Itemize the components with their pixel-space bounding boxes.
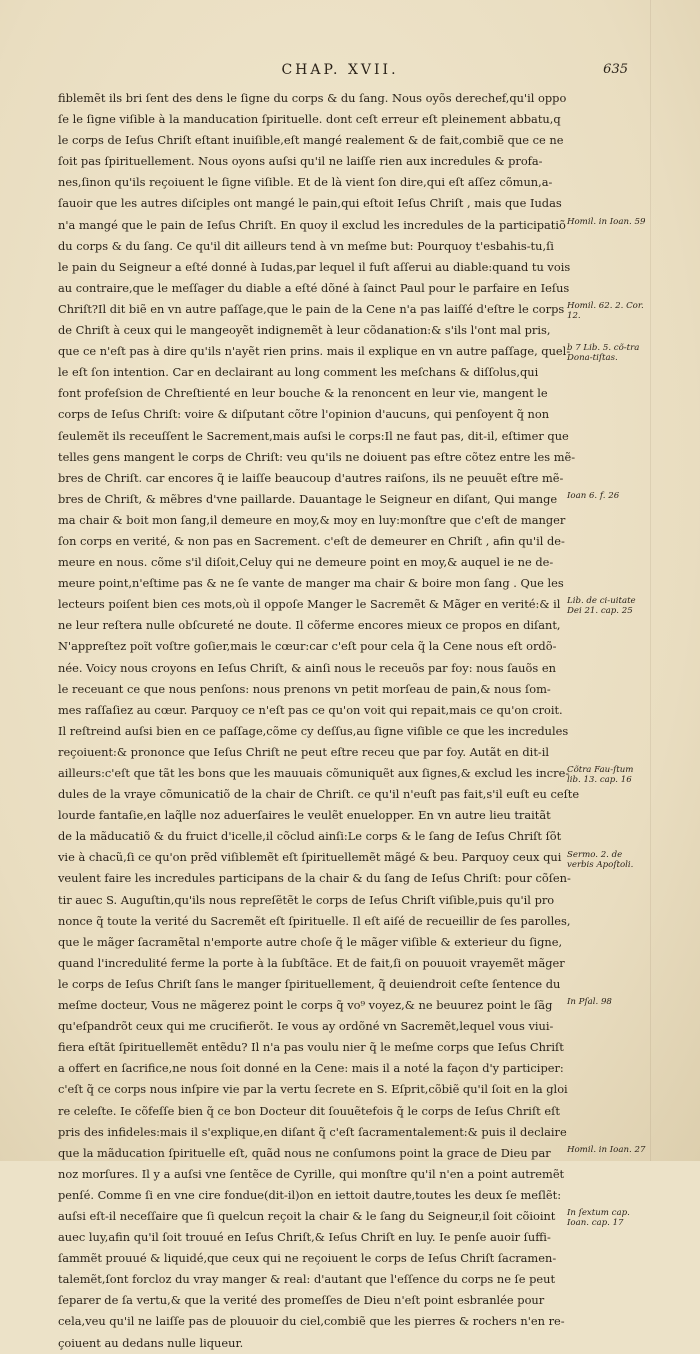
text-line: au contraire,que le meſſager du diable a eſté dõné à ſainct Paul pour le parfaire en Ieſus	[58, 280, 570, 295]
margin-note: Homil. 62. 2. Cor. 12.	[567, 301, 644, 321]
text-line: le pain du Seigneur a eſté donné à Iudas,par lequel il fuſt aſſerui au diable:quand tu vois	[58, 259, 571, 274]
margin-note: In Pſal. 98	[567, 997, 612, 1008]
text-line: penſé. Comme ſi en vne cire fondue(dit-il)on en iettoit dautre,toutes les deux ſe meſlẽt:	[58, 1187, 562, 1202]
text-line: reçoiuent:& prononce que Ieſus Chriſt ne peut eſtre receu que par foy. Autãt en dit-il	[58, 744, 550, 759]
page-number: 635	[603, 62, 628, 77]
text-line: de la mãducatiõ & du fruict d'icelle,il cõclud ainſi:Le corps & le ſang de Ieſus Chriſt ſõt	[58, 829, 562, 844]
text-line: dules de la vraye cõmunicatiõ de la chair de Chriſt. ce qu'il n'euſt pas fait,s'il euſt eu ceſte	[58, 787, 580, 802]
text-line: meſme docteur, Vous ne mãgerez point le corps q̃ vo⁹ voyez,& ne beuurez point le ſãg	[58, 998, 553, 1013]
text-line: le corps de Ieſus Chriſt ſans le manger ſpirituellement, q̃ deuiendroit ceſte ſentence du	[58, 976, 561, 991]
text-line: veulent faire les incredules participans de la chair & du ſang de Ieſus Chriſt: pour cõſen-	[58, 871, 571, 886]
text-line: ſe le ſigne viſible à la manducation ſpirituelle. dont ceſt erreur eſt pleinement abbatu,q	[58, 112, 561, 127]
text-line: de Chriſt à ceux qui le mangeoyẽt indignemẽt à leur cõdanation:& s'ils l'ont mal pris,	[58, 323, 551, 338]
text-line: n'a mangé que le pain de Ieſus Chriſt. En quoy il exclud les incredules de la participatiõ	[58, 217, 566, 232]
text-line: a offert en ſacrifice,ne nous ſoit donné en la Cene: mais il a noté la façon d'y participer:	[58, 1061, 564, 1076]
text-line: noz morſures. Il y a auſsi vne ſentẽce de Cyrille, qui monſtre qu'il n'en a point autremẽt	[58, 1166, 565, 1181]
text-line: lourde fantaſie,en laq̃lle noz aduerſaires le veulẽt enuelopper. En vn autre lieu traitãt	[58, 808, 551, 823]
text-line: le receuant ce que nous penſons: nous prenons vn petit morſeau de pain,& nous ſom-	[58, 681, 551, 696]
text-line: quand l'incredulité ferme la porte à la ſubſtãce. Et de fait,ſi on pouuoit vrayemẽt mãger	[58, 955, 565, 970]
text-line: le eſt ſon intention. Car en declairant au long comment les meſchans & diſſolus,qui	[58, 365, 539, 380]
text-line: tir auec S. Auguſtin,qu'ils nous repreſẽtẽt le corps de Ieſus Chriſt viſible,puis qu'il pro	[58, 892, 555, 907]
text-line: ne leur reſtera nulle obſcureté ne doute. Il cõferme encores mieux ce propos en diſant,	[58, 618, 561, 633]
margin-note: Homil. in Ioan. 27	[567, 1145, 646, 1155]
text-line: talemẽt,ſont forcloz du vray manger & real: d'autant que l'eſſence du corps ne ſe peut	[58, 1272, 556, 1287]
body-text	[58, 88, 580, 1354]
margin-note: Sermo. 2. de verbis Apoſtoli.	[567, 849, 634, 870]
text-line: nonce q̃ toute la verité du Sacremẽt eſt ſpirituelle. Il eſt aiſé de recueillir de ſes parolles,	[58, 913, 571, 928]
text-line: Chriſt?Il dit biẽ en vn autre paſſage,que le pain de la Cene n'a pas laiſſé d'eſtre le corps	[58, 301, 565, 316]
text-line: vie à chacũ,ſi ce qu'on prẽd viſiblemẽt eſt ſpirituellemẽt mãgé & beu. Parquoy ceux qui	[58, 850, 562, 865]
text-line: lecteurs poiſent bien ces mots,où il oppoſe Manger le Sacremẽt & Mãger en verité:& il	[58, 597, 561, 612]
text-line: fiera eſtãt ſpirituellemẽt entẽdu? Il n'a pas voulu nier q̃ le meſme corps que Ieſus Chriſt	[58, 1040, 564, 1055]
text-line: Il reſtreind auſsi bien en ce paſſage,cõme cy deſſus,au ſigne viſible ce que les incredules	[58, 723, 569, 738]
text-line: bres de Chriſt. car encores q̃ ie laiſſe beaucoup d'autres raiſons, ils ne peuuẽt eſtre mẽ-	[58, 470, 564, 485]
text-line: telles gens mangent le corps de Chriſt: veu qu'ils ne doiuent pas eſtre cõtez entre les mẽ-	[58, 449, 576, 464]
text-line: ſeulemẽt ils receuſſent le Sacrement,mais auſsi le corps:Il ne faut pas, dit-il, eſtimer que	[58, 428, 569, 443]
margin-note: Homil. in Ioan. 59	[567, 216, 646, 227]
text-line: N'appreſtez poĩt voſtre goſier,mais le cœur:car c'eſt pour cela q̃ la Cene nous eſt ordõ-	[58, 639, 557, 654]
text-line: meure en nous. cõme s'il diſoit,Celuy qui ne demeure point en moy,& auquel ie ne de-	[58, 555, 554, 570]
margin-note: b 7 Lib. 5. cõ-tra Dona-tiſtas.	[567, 343, 640, 364]
text-line: çoiuent au dedans nulle liqueur.	[58, 1335, 244, 1350]
text-line: ma chair & boit mon ſang,il demeure en moy,& moy en luy:monſtre que c'eſt de manger	[58, 512, 566, 527]
text-line: que le mãger ſacramẽtal n'emporte autre choſe q̃ le mãger viſible & exterieur du ſigne,	[58, 934, 563, 949]
text-line: ailleurs:c'eſt que tãt les bons que les mauuais cõmuniquẽt aux ſignes,& exclud les incre-	[58, 766, 570, 780]
text-line: ſon corps en verité, & non pas en Sacrement. c'eſt de demeurer en Chriſt , afin qu'il de-	[58, 533, 565, 548]
text-line: cela,veu qu'il ne laiſſe pas de plouuoir du ciel,combiẽ que les pierres & rochers n'en re-	[58, 1314, 565, 1329]
text-line: que ce n'eſt pas à dire qu'ils n'ayẽt rien prins. mais il explique en vn autre paſſage, quel-	[58, 344, 571, 359]
margin-note: Ioan 6. f. 26	[567, 490, 620, 501]
text-line: re celeſte. Ie cõfeſſe bien q̃ ce bon Docteur dit ſouuẽtefois q̃ le corps de Ieſus Chriſt eſt	[58, 1103, 560, 1118]
text-line: née. Voicy nous croyons en Ieſus Chriſt, & ainſi nous le receuõs par foy: nous ſauõs en	[58, 660, 556, 675]
text-line: font profeſsion de Chreſtienté en leur bouche & la renoncent en leur vie, mangent le	[58, 386, 548, 401]
text-line: que la mãducation ſpirituelle eſt, quãd nous ne conſumons point la grace de Dieu par	[58, 1145, 551, 1160]
text-line: qu'eſpandrõt ceux qui me crucifierõt. Ie vous ay ordõné vn Sacremẽt,lequel vous viui-	[58, 1019, 554, 1034]
text-line: ſeparer de ſa vertu,& que la verité des promeſſes de Dieu n'eſt point esbranlée pour	[58, 1293, 545, 1308]
text-line: corps de Ieſus Chriſt: voire & diſputant cõtre l'opinion d'aucuns, qui penſoyent q̃ non	[58, 407, 550, 422]
margin-note: Cõtra Fau-ſtum lib. 13. cap. 16	[567, 765, 634, 786]
text-line: pris des infideles:mais il s'explique,en diſant q̃ c'eſt ſacramentalement:& puis il declaire	[58, 1124, 567, 1139]
margin-note: Lib. de ci-uitate Dei 21. cap. 25	[567, 596, 636, 617]
text-line: bres de Chriſt, & mẽbres d'vne paillarde. Dauantage le Seigneur en diſant, Qui mange	[58, 491, 558, 506]
text-line: ſammẽt prouué & liquidé,que ceux qui ne reçoiuent le corps de Ieſus Chriſt ſacramen-	[58, 1251, 557, 1266]
text-line: auec luy,afin qu'il ſoit trouué en Ieſus Chriſt,& Ieſus Chriſt en luy. Ie penſe auoir ſuffi-	[58, 1230, 551, 1245]
text-line: nes,ſinon qu'ils reçoiuent le ſigne viſible. Et de là vient ſon dire,qui eſt aſſez cõmun,a-	[58, 175, 553, 190]
margin-note: In ſextum cap. Ioan. cap. 17	[567, 1208, 630, 1229]
page-fold	[650, 0, 651, 1161]
running-title: CHAP. XVII.	[281, 62, 399, 78]
text-line: fiblemẽt ils bri ſent des dens le ſigne du corps & du ſang. Nous oyõs derechef,qu'il oppo	[58, 91, 567, 105]
text-line: le corps de Ieſus Chriſt eſtant inuiſible,eſt mangé realement & de fait,combiẽ que ce ne	[58, 133, 564, 148]
text-line: mes raſſaſiez au cœur. Parquoy ce n'eſt pas ce qu'on voit qui repait,mais ce qu'on croit.	[58, 702, 563, 717]
text-line: ſoit pas ſpirituellement. Nous oyons auſsi qu'il ne laiſſe rien aux incredules & profa-	[58, 154, 543, 169]
text-line: auſsi eſt-il neceſſaire que ſi quelcun reçoit la chair & le ſang du Seigneur,il ſoit cõioint	[58, 1208, 556, 1223]
text-line: du corps & du ſang. Ce qu'il dit ailleurs tend à vn meſme but: Pourquoy t'esbahis-tu,ſi	[58, 238, 554, 253]
text-line: c'eſt q̃ ce corps nous inſpire vie par la vertu ſecrete en S. Eſprit,cõbiẽ qu'il ſoit en la gloi	[58, 1082, 568, 1097]
page-header	[60, 62, 628, 82]
text-line: ſauoir que les autres diſciples ont mangé le pain,qui eſtoit Ieſus Chriſt , mais que Iudas	[58, 196, 562, 211]
text-line: meure point,n'eſtime pas & ne ſe vante de manger ma chair & boire mon ſang . Que les	[58, 576, 564, 591]
